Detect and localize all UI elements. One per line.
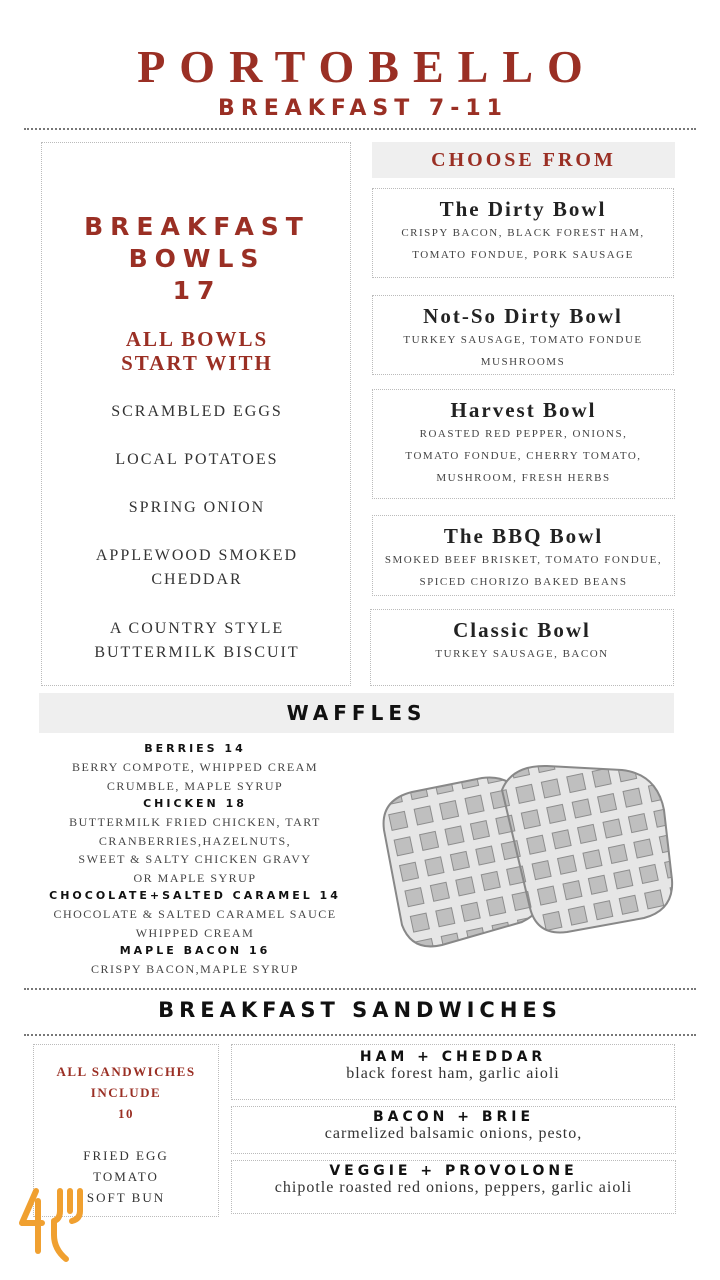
sandwich-divider-bottom	[24, 1034, 696, 1036]
base-item-eggs: SCRAMBLED EGGS	[111, 403, 283, 420]
bowls-base-panel	[41, 142, 351, 686]
restaurant-title: PORTOBELLO	[137, 41, 597, 92]
sandwich-option-veggie	[231, 1160, 676, 1214]
waffle-item-desc: CRANBERRIES,HAZELNUTS,	[98, 833, 292, 848]
bowls-heading	[42, 211, 352, 307]
sandwich-option-desc: carmelized balsamic onions, pesto,	[324, 1125, 583, 1142]
base-item-cheddar-line1: APPLEWOOD SMOKED	[95, 547, 299, 564]
bowl-option-name: The Dirty Bowl	[439, 197, 607, 221]
start-with-line2: START WITH	[121, 351, 273, 375]
sandwich-base-item: SOFT BUN	[86, 1190, 166, 1205]
sandwich-option-bacon	[231, 1106, 676, 1154]
bowl-option-not-so-dirty	[372, 295, 674, 375]
header-divider	[24, 128, 696, 130]
waffle-item-desc: CRUMBLE, MAPLE SYRUP	[106, 778, 284, 793]
bowl-option-desc: SMOKED BEEF BRISKET, TOMATO FONDUE,	[384, 554, 663, 566]
waffle-item-desc: CRISPY BACON,MAPLE SYRUP	[91, 962, 299, 976]
bowl-option-harvest	[372, 389, 675, 499]
start-with-line1: ALL BOWLS	[125, 327, 269, 351]
waffle-item-desc: BERRY COMPOTE, WHIPPED CREAM	[71, 760, 319, 774]
waffle-illustration-icon	[372, 760, 677, 955]
bowls-heading-line1: BREAKFAST	[84, 212, 310, 241]
bowl-option-desc: SPICED CHORIZO BAKED BEANS	[419, 576, 628, 588]
base-item-biscuit-line2: BUTTERMILK BISCUIT	[94, 644, 300, 661]
sandwich-option-name: VEGGIE + PROVOLONE	[329, 1163, 578, 1179]
bowl-option-bbq	[372, 515, 675, 596]
sandwich-option-name: HAM + CHEDDAR	[359, 1049, 547, 1065]
waffle-item-desc: BUTTERMILK FRIED CHICKEN, TART	[69, 815, 321, 829]
waffles-header: WAFFLES	[39, 693, 674, 733]
sandwich-base-item: TOMATO	[93, 1169, 159, 1184]
waffle-item-desc: CHOCOLATE & SALTED CARAMEL SAUCE	[53, 907, 337, 921]
bowl-option-desc: MUSHROOM, FRESH HERBS	[436, 472, 611, 484]
base-item-cheddar	[42, 544, 352, 592]
bowls-price: 17	[172, 276, 222, 305]
sandwich-include-line2: INCLUDE	[90, 1085, 162, 1100]
sandwich-base-item: FRIED EGG	[83, 1148, 169, 1163]
sandwich-option-ham	[231, 1044, 675, 1100]
bowl-option-name: Classic Bowl	[453, 618, 591, 642]
sandwiches-header: BREAKFAST SANDWICHES	[158, 998, 562, 1022]
breakfast-hours: BREAKFAST 7-11	[218, 96, 508, 121]
bowl-option-classic	[370, 609, 674, 686]
waffle-item-name: BERRIES 14	[144, 742, 246, 755]
base-item-biscuit-line1: A COUNTRY STYLE	[109, 620, 285, 637]
bowl-option-desc: TURKEY SAUSAGE, BACON	[435, 648, 609, 660]
choose-from-header: CHOOSE FROM	[372, 142, 675, 178]
waffle-item-name: CHICKEN 18	[143, 797, 247, 810]
waffle-item-desc: WHIPPED CREAM	[135, 925, 255, 940]
restaurant-logo-icon	[16, 1187, 88, 1265]
bowl-option-desc: TOMATO FONDUE, CHERRY TOMATO,	[405, 450, 642, 462]
waffle-item-name: CHOCOLATE+SALTED CARAMEL 14	[49, 889, 341, 902]
base-item-biscuit	[42, 617, 352, 665]
sandwich-price: 10	[118, 1106, 134, 1121]
base-item-cheddar-line2: CHEDDAR	[151, 571, 243, 588]
bowls-start-with	[42, 327, 352, 375]
bowl-option-desc: MUSHROOMS	[480, 356, 566, 368]
bowl-option-desc: ROASTED RED PEPPER, ONIONS,	[419, 428, 628, 440]
sandwich-option-name: BACON + BRIE	[372, 1109, 535, 1125]
sandwich-include-line1: ALL SANDWICHES	[56, 1064, 196, 1079]
bowl-option-desc: TOMATO FONDUE, PORK SAUSAGE	[412, 249, 634, 261]
bowl-option-desc: CRISPY BACON, BLACK FOREST HAM,	[401, 227, 645, 239]
base-item-potatoes: LOCAL POTATOES	[115, 451, 279, 468]
bowls-heading-line2: BOWLS	[128, 244, 266, 273]
sandwich-divider-top	[24, 988, 696, 990]
waffle-item-name: MAPLE BACON 16	[119, 944, 271, 957]
bowl-option-dirty	[372, 188, 674, 278]
waffle-item-desc: SWEET & SALTY CHICKEN GRAVY	[78, 852, 312, 866]
sandwich-option-desc: black forest ham, garlic aioli	[346, 1065, 560, 1082]
bowl-option-name: Harvest Bowl	[450, 398, 597, 422]
bowl-option-desc: TURKEY SAUSAGE, TOMATO FONDUE	[403, 334, 643, 346]
waffles-list	[20, 740, 370, 979]
waffle-item-desc: OR MAPLE SYRUP	[133, 870, 257, 885]
bowl-option-name: The BBQ Bowl	[443, 524, 604, 548]
bowl-option-name: Not-So Dirty Bowl	[423, 304, 623, 328]
base-item-onion: SPRING ONION	[128, 499, 266, 516]
sandwich-option-desc: chipotle roasted red onions, peppers, garlic aioli	[274, 1179, 633, 1196]
